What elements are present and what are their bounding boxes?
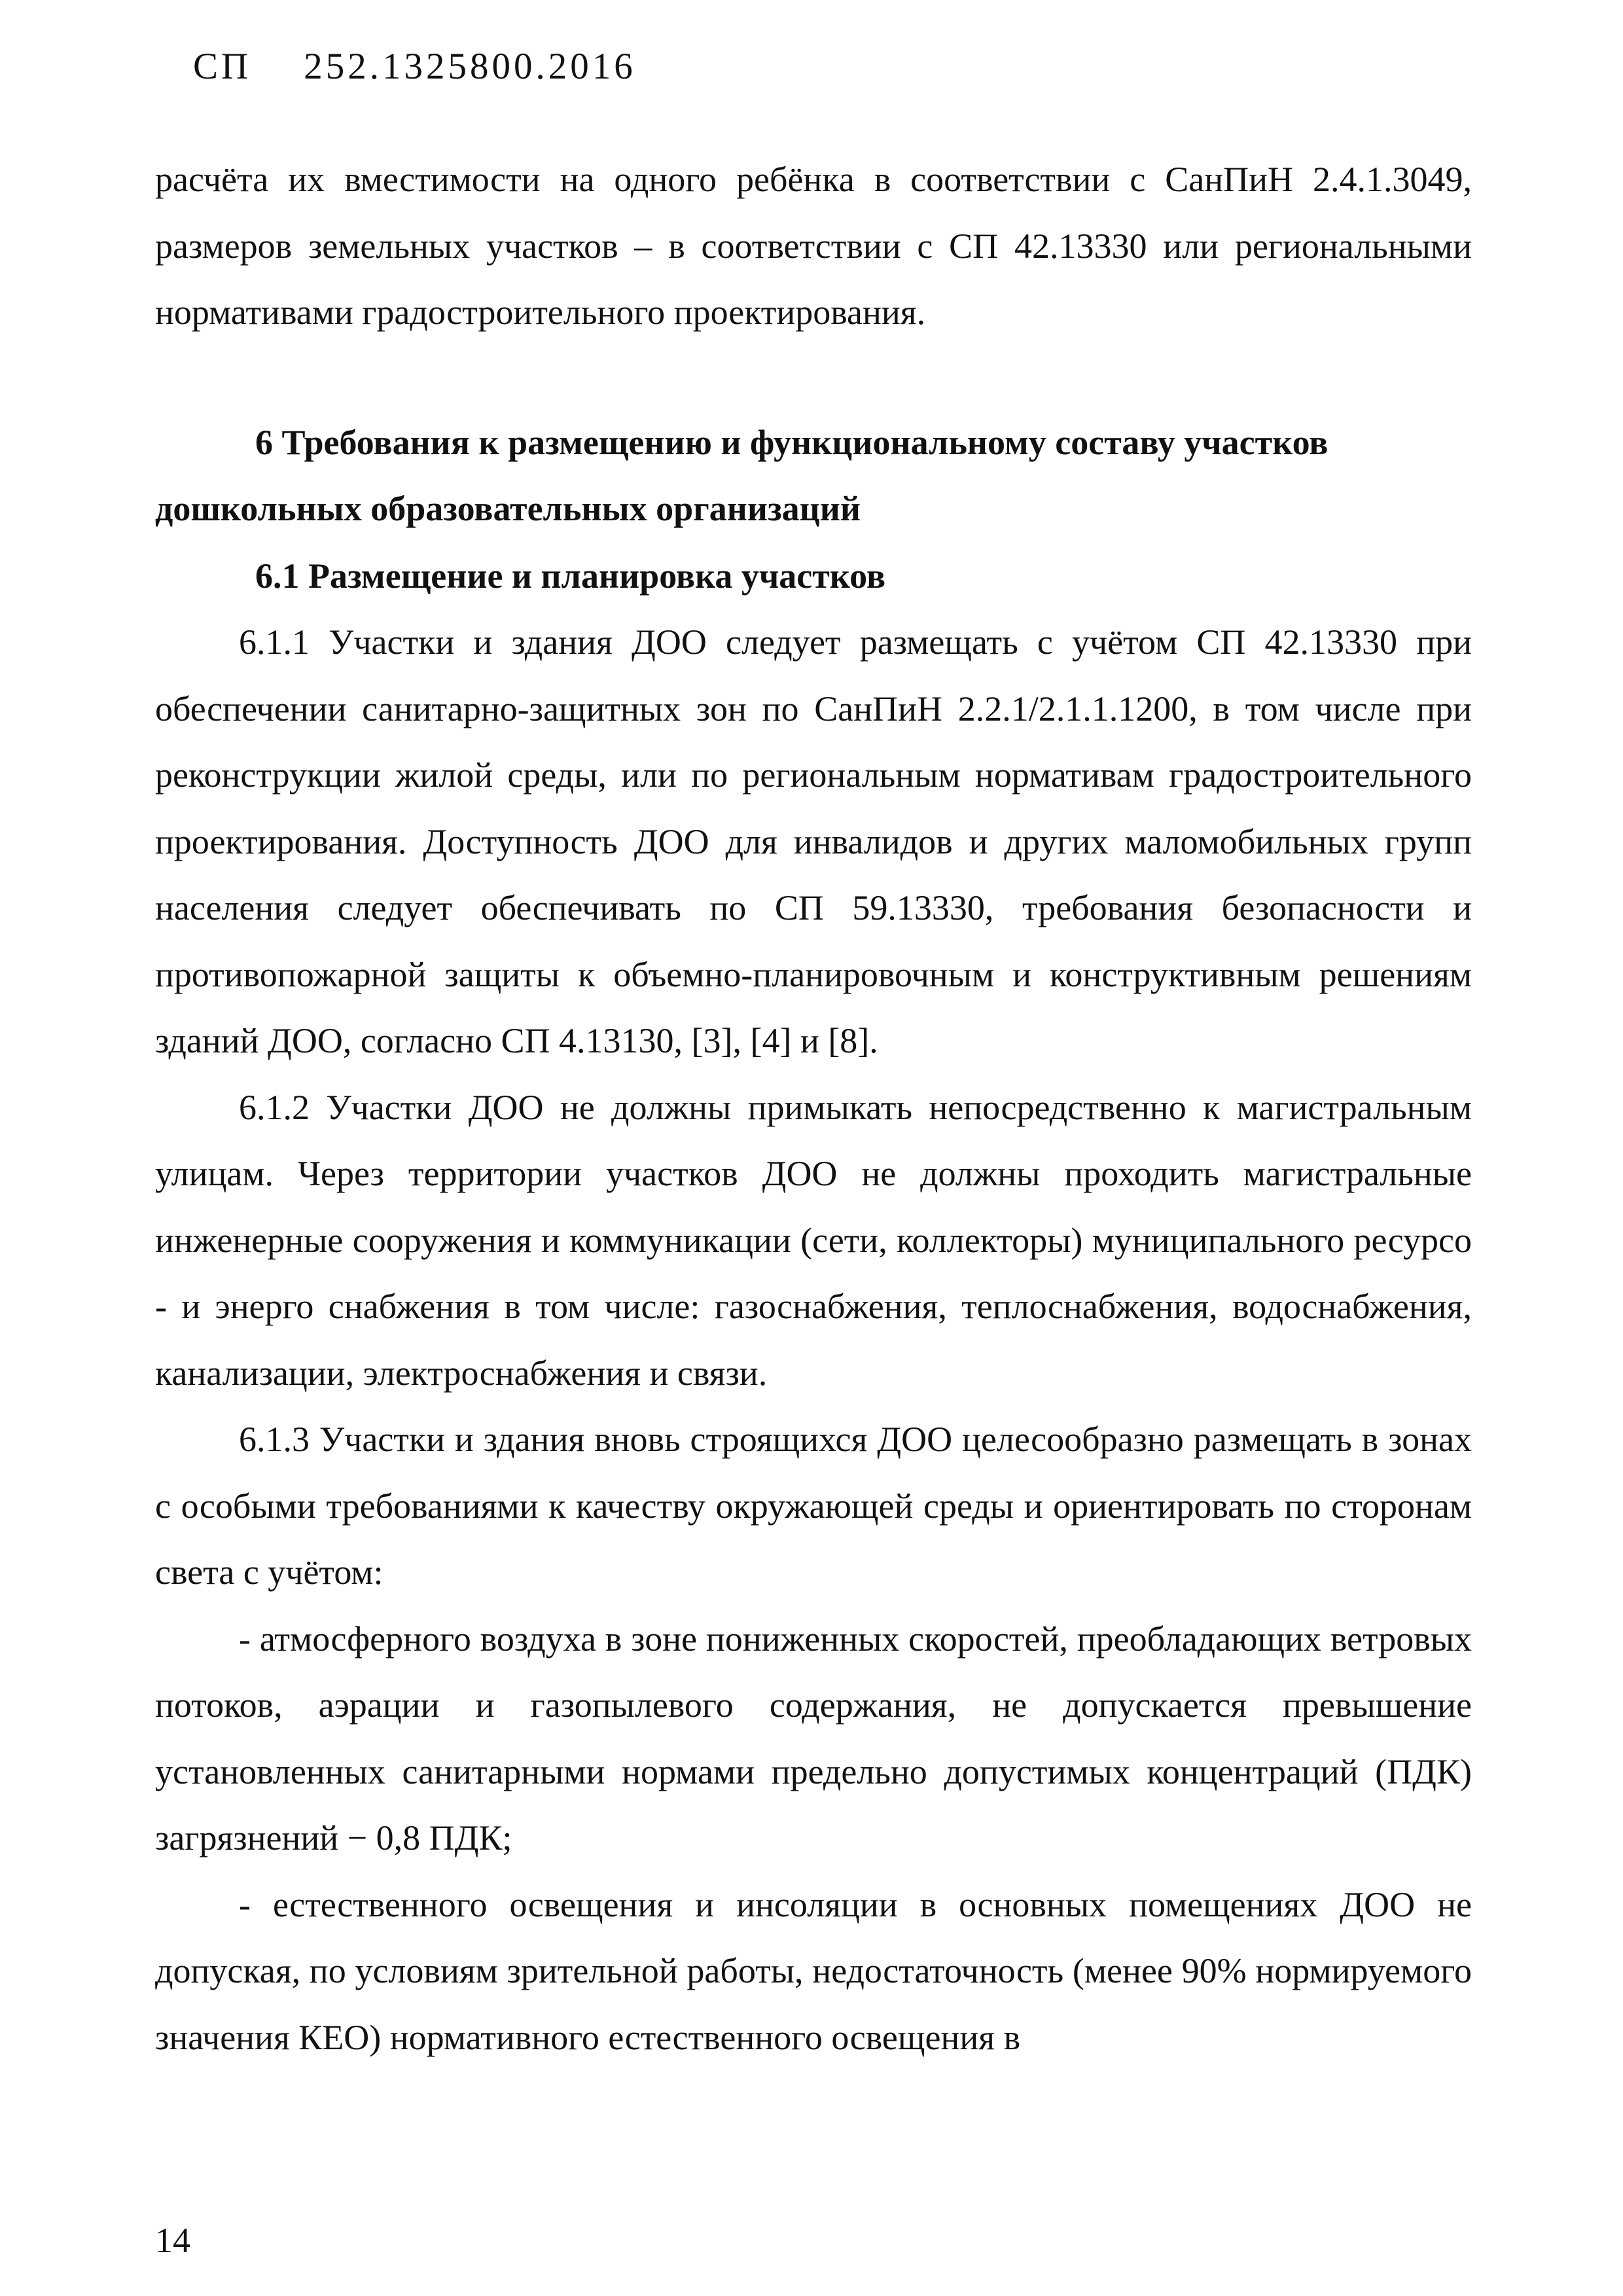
list-item-light: - естественного освещения и инсоляции в основных помещениях ДОО не допуская, по условиям зрительной работы, недостаточность (менее 90% нормируемого значения КЕО) нормативного естественного освещения в xyxy=(155,1884,1472,2057)
header-prefix: СП xyxy=(193,46,252,87)
page-number: 14 xyxy=(155,2221,190,2260)
intro-block xyxy=(155,147,1472,346)
section-title-line1: 6 Требования к размещению и функциональному составу участков xyxy=(255,423,1329,462)
intro-paragraph: расчёта их вместимости на одного ребёнка в соответствии с СанПиН 2.4.1.3049, размеров земельных участков – в соответствии с СП 42.13330 или региональными нормативами градостроительного проектирования. xyxy=(155,160,1472,332)
list-item-air: - атмосферного воздуха в зоне пониженных скоростей, преобладающих ветровых потоков, аэрации и газопылевого содержания, не допускается превышение установленных санитарными нормами предельно допустимых концентраций (ПДК) загрязнений − 0,8 ПДК; xyxy=(155,1619,1472,1857)
paragraph-6-1-2: 6.1.2 Участки ДОО не должны примыкать непосредственно к магистральным улицам. Через территории участков ДОО не должны проходить магистральные инженерные сооружения и коммуникации (сети, коллекторы) муниципального ресурсо - и энерго снабжения в том числе: газоснабжения, теплоснабжения, водоснабжения, канализации, электроснабжения и связи. xyxy=(155,1087,1472,1393)
section-heading xyxy=(155,410,1472,542)
header-code: 252.1325800.2016 xyxy=(304,46,636,87)
section-title-line2: дошкольных образовательных организаций xyxy=(155,489,861,528)
subsection-heading: 6.1 Размещение и планировка участков xyxy=(255,556,885,596)
document-header xyxy=(193,41,636,93)
paragraph-6-1-3: 6.1.3 Участки и здания вновь строящихся ДОО целесообразно размещать в зонах с особыми требованиями к качеству окружающей среды и ориентировать по сторонам света с учётом: xyxy=(155,1420,1472,1592)
main-body xyxy=(155,609,1472,2071)
paragraph-6-1-1: 6.1.1 Участки и здания ДОО следует размещать с учётом СП 42.13330 при обеспечении санитарно-защитных зон по СанПиН 2.2.1/2.1.1.1200, в том числе при реконструкции жилой среды, или по региональным нормативам градостроительного проектирования. Доступность ДОО для инвалидов и других маломобильных групп населения следует обеспечивать по СП 59.13330, требования безопасности и противопожарной защиты к объемно-планировочным и конструктивным решениям зданий ДОО, согласно СП 4.13130, [3], [4] и [8]. xyxy=(155,622,1472,1060)
